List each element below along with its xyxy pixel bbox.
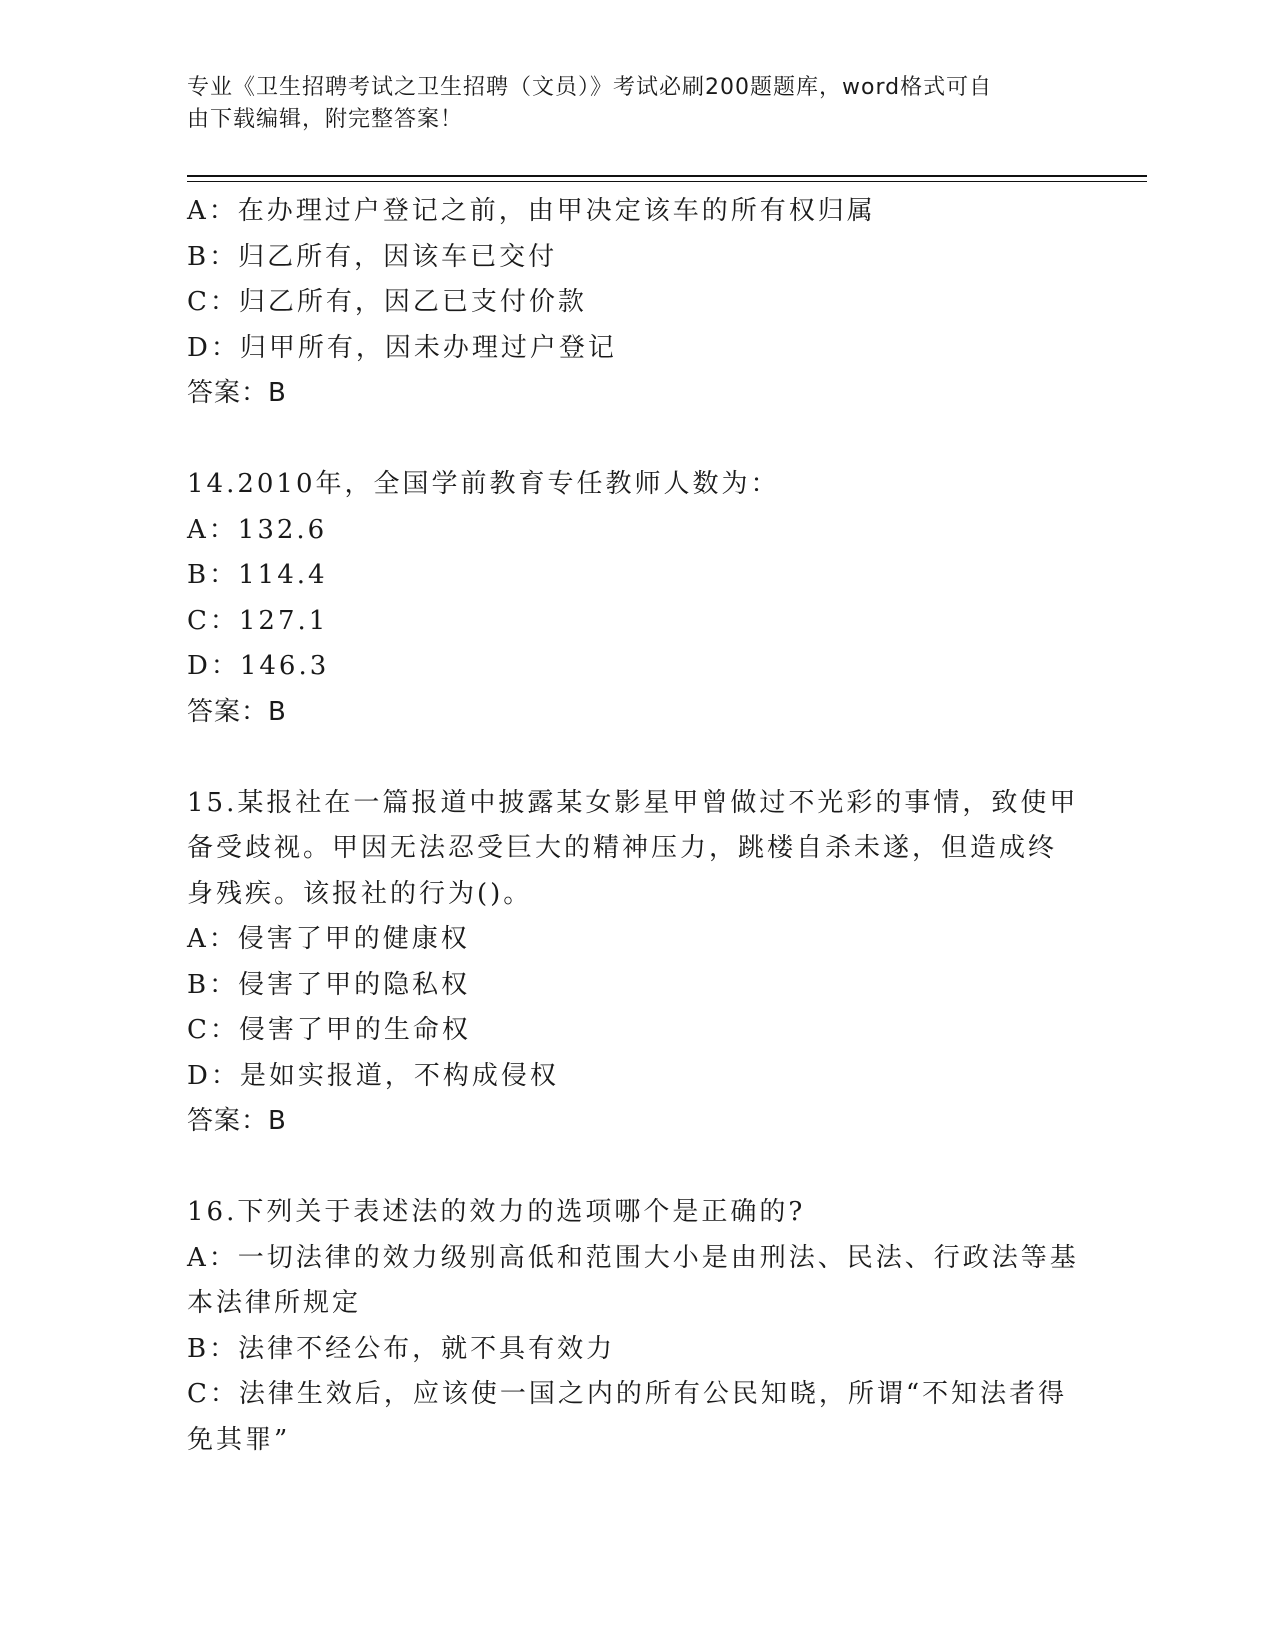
header-divider-thick: [187, 175, 1147, 177]
question-stem-line-2: 备受歧视。甲因无法忍受巨大的精神压力，跳楼自杀未遂，但造成终: [187, 833, 1058, 863]
document-header: [187, 72, 1077, 136]
question-stem-line-1: 15.某报社在一篇报道中披露某女影星甲曾做过不光彩的事情，致使甲: [187, 787, 1079, 818]
option-a: A：侵害了甲的健康权: [187, 924, 470, 954]
question-15: [187, 781, 1087, 1145]
option-a-line-2: 本法律所规定: [187, 1288, 362, 1318]
option-c: C：侵害了甲的生命权: [187, 1015, 471, 1045]
header-line-1: 专业《卫生招聘考试之卫生招聘（文员）》考试必刷200题题库，word格式可自: [187, 75, 993, 100]
option-a: A：132.6: [187, 514, 328, 545]
question-stem: 16.下列关于表述法的效力的选项哪个是正确的?: [187, 1197, 806, 1227]
question-list: [187, 189, 1087, 1463]
option-b: B：归乙所有，因该车已交付: [187, 241, 558, 272]
question-14: [187, 462, 1087, 735]
option-c: C：归乙所有，因乙已支付价款: [187, 287, 587, 317]
question-13: [187, 189, 1087, 417]
header-line-2: 由下载编辑，附完整答案！: [187, 107, 464, 132]
spacer: [187, 735, 1087, 781]
option-d: D：归甲所有，因未办理过户登记: [187, 332, 617, 363]
option-c-line-1: C：法律生效后，应该使一国之内的所有公民知晓，所谓“不知法者得: [187, 1379, 1068, 1409]
spacer: [187, 1145, 1087, 1191]
spacer: [187, 417, 1087, 463]
question-stem: 14.2010年，全国学前教育专任教师人数为：: [187, 469, 780, 499]
option-b: B：114.4: [187, 560, 328, 590]
answer: 答案：B: [187, 1106, 287, 1136]
option-d: D：146.3: [187, 651, 330, 681]
question-16: [187, 1190, 1087, 1463]
option-c-line-2: 免其罪”: [187, 1424, 291, 1455]
option-a: A：在办理过户登记之前，由甲决定该车的所有权归属: [187, 196, 876, 226]
answer: 答案：B: [187, 696, 287, 727]
option-b: B：法律不经公布，就不具有效力: [187, 1333, 616, 1364]
option-c: C：127.1: [187, 605, 329, 636]
header-divider-thin: [187, 181, 1147, 182]
option-b: B：侵害了甲的隐私权: [187, 969, 471, 1000]
option-a-line-1: A：一切法律的效力级别高低和范围大小是由刑法、民法、行政法等基: [187, 1242, 1079, 1273]
question-stem-line-3: 身残疾。该报社的行为()。: [187, 878, 533, 909]
answer: 答案：B: [187, 378, 287, 408]
option-d: D：是如实报道，不构成侵权: [187, 1060, 559, 1091]
